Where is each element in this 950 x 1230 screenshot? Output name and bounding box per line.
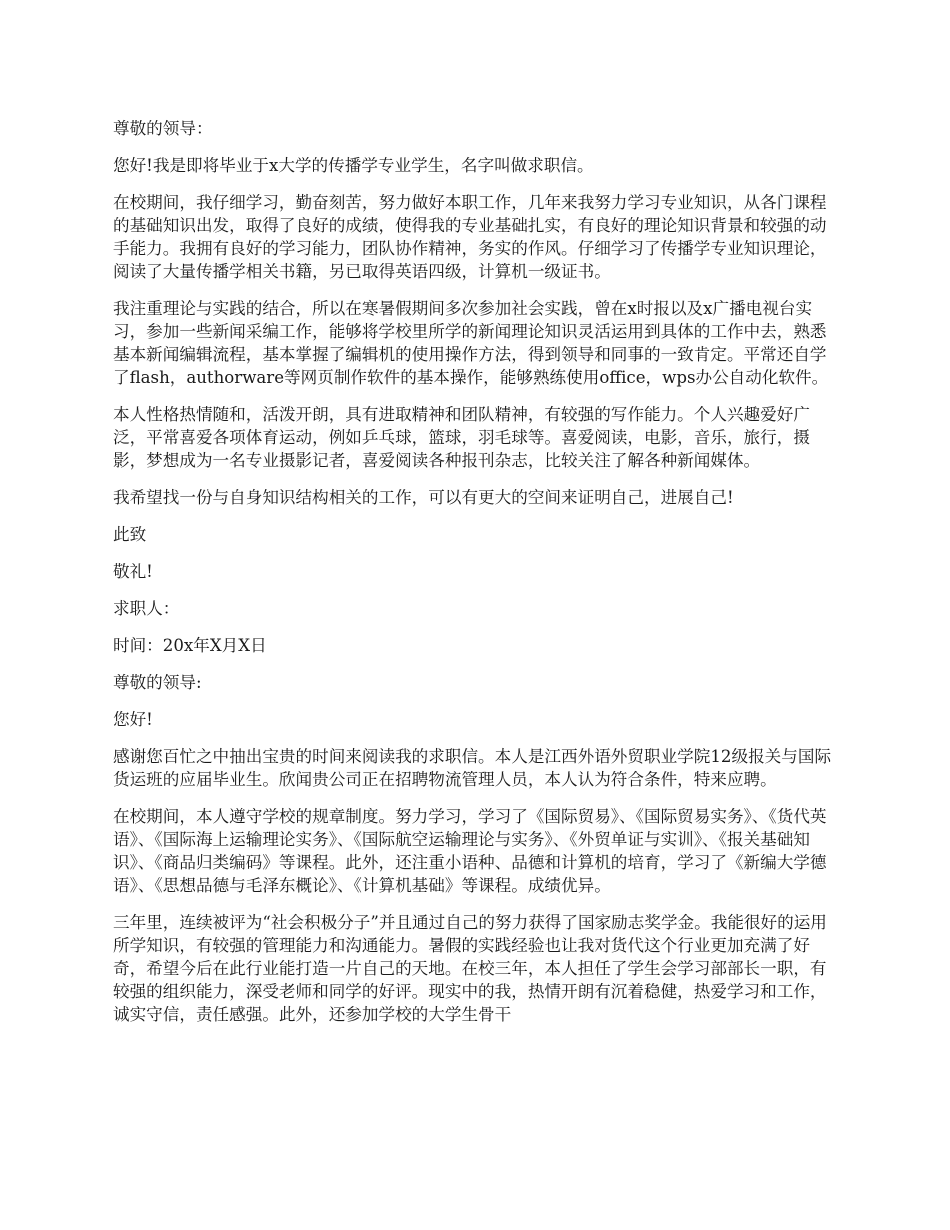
salutation: 尊敬的领导： [113,119,213,138]
document-body [113,117,841,1040]
paragraph-achievements-2: 三年里，连续被评为“社会积极分子”并且通过自己的努力获得了国家励志奖学金。我能很好的运用所学知识，有较强的管理能力和沟通能力。暑假的实践经验也让我对货代这个行业更加充满了好奇，希望今后在此行业能打造一片自己的天地。在校三年，本人担任了学生会学习部部长一职，有较强的组织能力，深受老师和同学的好评。现实中的我，热情开朗有沉着稳健，热爱学习和工作，诚实守信，责任感强。此外，还参加学校的大学生骨干 [113,913,827,1024]
greeting: 您好!我是即将毕业于x大学的传播学专业学生，名字叫做求职信。 [113,156,594,175]
paragraph-personality: 本人性格热情随和，活泼开朗，具有进取精神和团队精神，有较强的写作能力。个人兴趣爱好广泛，平常喜爱各项体育运动，例如乒乓球，篮球，羽毛球等。喜爱阅读，电影，音乐，旅行，摄影，梦想成为一名专业摄影记者，喜爱阅读各种报刊杂志，比较关注了解各种新闻媒体。 [113,405,810,470]
paragraph-courses-2: 在校期间，本人遵守学校的规章制度。努力学习，学习了《国际贸易》、《国际贸易实务》、《货代英语》、《国际海上运输理论实务》、《国际航空运输理论与实务》、《外贸单证与实训》、《报关基础知识》、《商品归类编码》等课程。此外，还注重小语种、品德和计算机的培育，学习了《新编大学德语》、《思想品德与毛泽东概论》、《计算机基础》等课程。成绩优异。 [113,807,827,895]
applicant-line: 求职人： [113,599,180,618]
paragraph-hope: 我希望找一份与自身知识结构相关的工作，可以有更大的空间来证明自己，进展自己! [113,488,734,507]
closing-jingli: 敬礼! [113,562,153,581]
greeting-2: 您好! [113,710,153,729]
paragraph-intro-2: 感谢您百忙之中抽出宝贵的时间来阅读我的求职信。本人是江西外语外贸职业学院12级报关与国际货运班的应届毕业生。欣闻贵公司正在招聘物流管理人员，本人认为符合条件，特来应聘。 [113,747,832,789]
paragraph-study: 在校期间，我仔细学习，勤奋刻苦，努力做好本职工作，几年来我努力学习专业知识，从各门课程的基础知识出发，取得了良好的成绩，使得我的专业基础扎实，有良好的理论知识背景和较强的动手能力。我拥有良好的学习能力，团队协作精神，务实的作风。仔细学习了传播学专业知识理论，阅读了大量传播学相关书籍，另已取得英语四级，计算机一级证书。 [113,193,827,281]
paragraph-practice: 我注重理论与实践的结合，所以在寒暑假期间多次参加社会实践，曾在x时报以及x广播电视台实习，参加一些新闻采编工作，能够将学校里所学的新闻理论知识灵活运用到具体的工作中去，熟悉基本新闻编辑流程，基本掌握了编辑机的使用操作方法，得到领导和同事的一致肯定。平常还自学了flash，authorware等网页制作软件的基本操作，能够熟练使用office，wps办公自动化软件。 [113,299,829,387]
closing-cizhi: 此致 [113,525,147,544]
date-line: 时间：20x年X月X日 [113,636,267,655]
salutation-2: 尊敬的领导: [113,673,202,692]
